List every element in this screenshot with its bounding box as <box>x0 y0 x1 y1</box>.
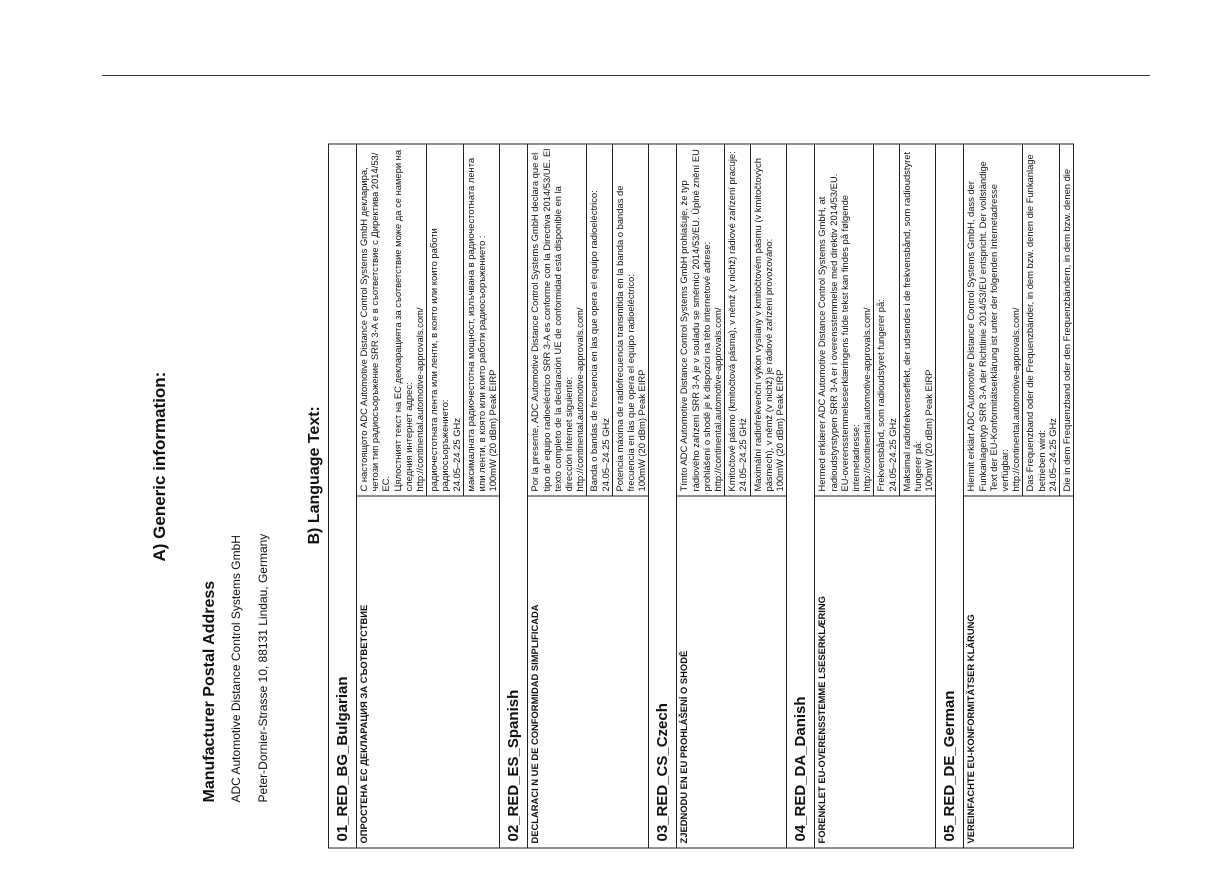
declaration-label: ОПРОСТЕНА ЕС ДЕКЛАРАЦИЯ ЗА СЪОТВЕТСТВИЕ <box>357 496 500 848</box>
frequency-band-text: Banda o bandas de frecuencia en las que opera el equipo radioeléctrico: 24.05–24.25 GHz <box>587 144 612 496</box>
section-title-row <box>936 144 964 848</box>
section-title: 03_RED_CS_Czech <box>649 144 677 848</box>
declaration-label: ZJEDNODU EN EU PROHLÁŠENÍ O SHODĚ <box>677 496 787 848</box>
declaration-text: С настоящото ADC Automotive Distance Control Systems GmbH декларира, четози тип радиосъоръжение SRR 3-A е в съответствие с Директива 2014/53/ЕС. Цялостният текст на ЕС декларацията за съответствие може да се намери на следния интернет адрес: http://continental.automotive-approvals.com/ <box>357 144 427 496</box>
max-power-text: максималната радиочестотна мощност, излъчвана в радиочестотната лента или ленти, в която или които работи радиосъоръжението : 100mW (20 dBm) Peak EIRP <box>463 144 500 496</box>
manufacturer-street-address: Peter-Dornier-Strasse 10, 88131 Lindau, Germany <box>256 533 270 803</box>
frequency-band-text: Kmitočtové pásmo (kmitočtová pásma), v němž (v nichž) rádiové zařízení pracuje: 24.05–24.25 GHz <box>725 144 750 496</box>
manufacturer-name: ADC Automotive Distance Control Systems GmbH <box>229 535 243 803</box>
section-title: 02_RED_ES_Spanish <box>500 144 528 848</box>
section-title-row <box>787 144 815 848</box>
declaration-text: Por la presente, ADC Automotive Distance Control Systems GmbH declara que el tipo de equipo radioeléctrico SRR 3-A es conforme con la Directiva 2014/53/UE. El texto completo de la declaración UE de conformidad está disponible en la dirección Internet siguiente: http://continental.automotive-approvals.com/ <box>528 144 587 496</box>
max-power-text: Maximální radiofrekvenční výkon vysílaný v kmitočtovém pásmu (v kmitočtových pásmech), v němž (v nichž) je rádiové zařízení provozováno: 100mW (20 dBm) Peak EIRP <box>750 144 787 496</box>
table-row <box>964 144 1023 848</box>
max-power-text: Die in dem Frequenzband oder den Frequenzbändern, in dem bzw. denen die <box>1059 144 1073 496</box>
frequency-band-text: Das Frequenzband oder die Frequenzbänder, in dem bzw. denen die Funkanlage betrieben wird: 24.05–24.25 GHz <box>1023 144 1060 496</box>
declaration-table <box>328 144 1074 849</box>
max-power-text: Potencia máxima de radiofrecuencia transmitida en la banda o bandas de frecuencia en las que opera el equipo radioeléctrico: 100mW (20 dBm) Peak EIRP <box>612 144 649 496</box>
declaration-label: DECLARACI N UE DE CONFORMIDAD SIMPLIFICADA <box>528 496 649 848</box>
section-title-row <box>329 144 357 848</box>
frequency-band-text: радиочестотната лента или ленти, в която или които работи радиосъоръжението: 24.05–24.25 GHz <box>427 144 464 496</box>
generic-information-heading: A) Generic information: <box>150 371 169 562</box>
section-title: 05_RED_DE_German <box>936 144 964 848</box>
max-power-text: Maksimal radiofrekvenseffekt, der udsendes i de frekvensbånd, som radioudstyret fungerer på: 100mW (20 dBm) Peak EIRP <box>899 144 936 496</box>
declaration-text: Tímto ADC Automotive Distance Control Systems GmbH prohlašuje, že typ rádiového zařízení SRR 3-A je v souladu se směrnicí 2014/53/EU. Úplné znění EU prohlášení o shodě je k dispozici na této internetové adrese: http://continental.automotive-approvals.com/ <box>677 144 725 496</box>
section-title: 04_RED_DA_Danish <box>787 144 815 848</box>
declaration-text: Hiermit erklärt ADC Automotive Distance Control Systems GmbH, dass der Funkanlagentyp SRR 3-A der Richtlinie 2014/53/EU entspricht. Der vollständige Text der EU-Konformitätserklärung ist unter der folgenden Internetadresse verfügbar: http://continental.automotive-approvals.com/ <box>964 144 1023 496</box>
declaration-text: Hermed erklærer ADC Automotive Distance Control Systems GmbH, at radioudstyrstypen SRR 3-A er i overensstemmelse med direktiv 2014/53/EU. EU-overensstemmelseserklæringens fulde tekst kan findes på følgende internetadresse: http://continental.automotive-approvals.com/ <box>815 144 874 496</box>
section-title: 01_RED_BG_Bulgarian <box>329 144 357 848</box>
section-title-row <box>649 144 677 848</box>
language-text-heading: B) Language Text: <box>306 406 323 545</box>
table-row <box>677 144 725 848</box>
table-row <box>357 144 427 848</box>
frequency-band-text: Frekvensbånd, som radioudstyret fungerer på: 24.05–24.25 GHz <box>874 144 899 496</box>
declaration-label: VEREINFACHTE EU-KONFORMITÄTSER KLÄRUNG <box>964 496 1074 848</box>
manufacturer-address-heading: Manufacturer Postal Address <box>201 580 218 803</box>
declaration-label: FORENKLET EU-OVERENSSTEMME LSESERKLÆRING <box>815 496 936 848</box>
section-title-row <box>500 144 528 848</box>
table-row <box>815 144 874 848</box>
table-row <box>528 144 587 848</box>
